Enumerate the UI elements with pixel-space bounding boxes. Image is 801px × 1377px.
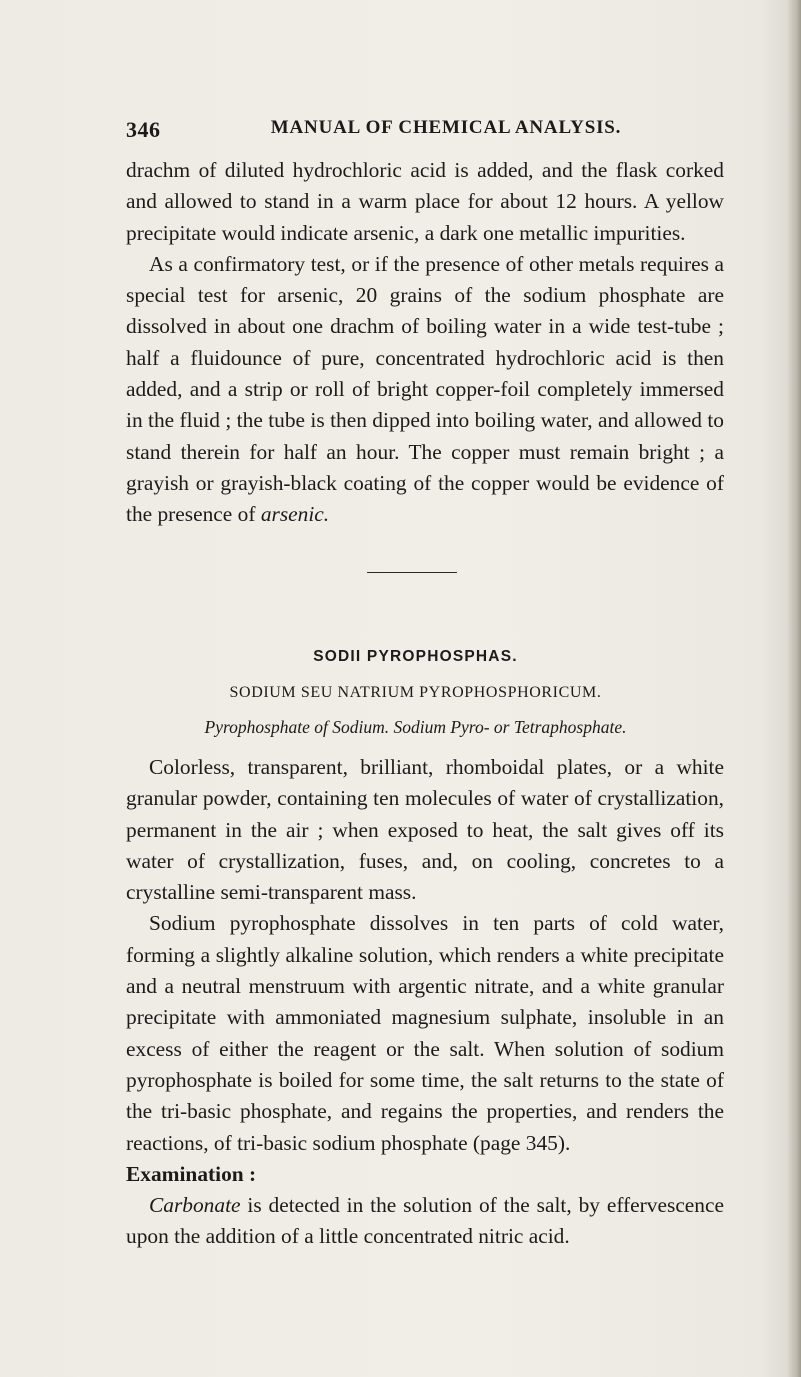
paragraph-text: As a confirmatory test, or if the presence of other metals requires a special test for arsenic, 20 grains of the sodium phosphate are dissolved in about one drachm of boiling water in a wide test-tube ; half a fluidounce of pure, concentrated hydrochloric acid is then added, and a strip or roll of bright copper-foil completely immersed in the fluid ; the tube is then dipped into boiling water, and allowed to stand therein for half an hour. The copper must remain bright ; a grayish or grayish-black coating of the copper would be evidence of the presence of: [126, 251, 724, 527]
carbonate-term: Carbonate: [149, 1193, 241, 1218]
running-head: MANUAL OF CHEMICAL ANALYSIS.: [270, 117, 622, 138]
section-subheading: SODIUM SEU NATRIUM PYROPHOSPHORICUM.: [229, 684, 602, 701]
text-block-arsenic-test: [126, 155, 724, 531]
section-divider: [367, 572, 457, 573]
paragraph: [126, 1159, 724, 1190]
page-number: 346: [126, 117, 161, 142]
paragraph: drachm of diluted hydrochloric acid is added, and the flask corked and allowed to stand in a warm place for about 12 hours. A yellow precipitate would indicate arsenic, a dark one metallic impurities.: [126, 158, 724, 245]
paragraph: Sodium pyrophosphate dissolves in ten parts of cold water, forming a slightly alkaline solution, which renders a white precipitate and a neutral menstruum with argentic nitrate, and a white granular precipitate with ammoniated magnesium sulphate, insoluble in an excess of either the reagent or the salt. When solution of sodium pyrophosphate is boiled for some time, the salt returns to the state of the tri-basic phosphate, and regains the properties, and renders the reactions, of tri-basic sodium phosphate (page 345).: [126, 911, 724, 1155]
emphasis-arsenic: arsenic.: [260, 502, 330, 527]
section-heading: SODII PYROPHOSPHAS.: [313, 648, 518, 665]
paragraph-text: is detected in the solution of the salt, by effervescence upon the addition of a little concentrated nitric acid.: [126, 1193, 724, 1249]
page-header: [126, 117, 726, 147]
paragraph: Colorless, transparent, brilliant, rhomboidal plates, or a white granular powder, containing ten molecules of water of crystallization, permanent in the air ; when exposed to heat, the salt gives off its water of crystallization, fuses, and, on cooling, concretes to a crystalline semi-transparent mass.: [126, 755, 724, 905]
text-block-pyrophosphate: [126, 752, 724, 1253]
paragraph: [126, 1190, 724, 1253]
examination-label: Examination :: [126, 1161, 257, 1186]
synonyms-line: Pyrophosphate of Sodium. Sodium Pyro- or Tetraphosphate.: [204, 717, 627, 737]
paragraph: [126, 249, 724, 531]
